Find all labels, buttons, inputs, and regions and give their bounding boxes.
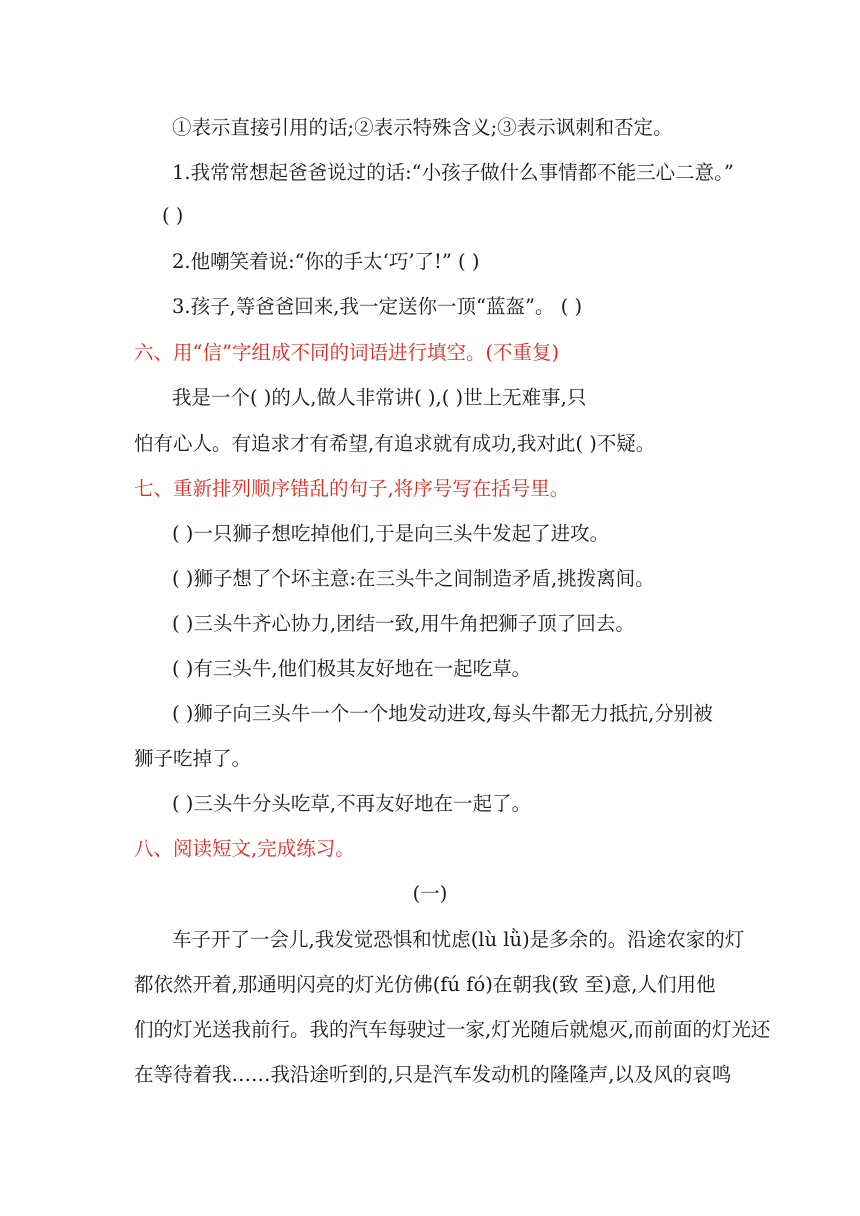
section-7-heading: 七、重新排列顺序错乱的句子,将序号写在括号里。 xyxy=(134,477,570,500)
fill-in-sentence-line-1: 我是一个( )的人,做人非常讲( ),( )世上无难事,只 xyxy=(172,386,587,409)
instruction-legend: ①表示直接引用的话;②表示特殊含义;③表示讽刺和否定。 xyxy=(172,116,673,139)
order-sentence-5-cont: 狮子吃掉了。 xyxy=(134,747,252,770)
question-1: 1.我常常想起爸爸说过的话:“小孩子做什么事情都不能三心二意。” xyxy=(172,161,734,184)
order-sentence-3: ( )三头牛齐心协力,团结一致,用牛角把狮子顶了回去。 xyxy=(172,612,635,635)
order-sentence-2: ( )狮子想了个坏主意:在三头牛之间制造矛盾,挑拨离间。 xyxy=(172,567,655,590)
order-sentence-4: ( )有三头牛,他们极其友好地在一起吃草。 xyxy=(172,657,532,680)
order-sentence-5: ( )狮子向三头牛一个一个地发动进攻,每头牛都无力抵抗,分别被 xyxy=(172,702,713,725)
question-3: 3.孩子,等爸爸回来,我一定送你一顶“蓝盔”。 ( ) xyxy=(172,295,583,318)
answer-blank-1: ( ) xyxy=(162,204,184,227)
section-8-heading: 八、阅读短文,完成练习。 xyxy=(134,837,355,860)
passage-line-3: 们的灯光送我前行。我的汽车每驶过一家,灯光随后就熄灭,而前面的灯光还 xyxy=(134,1018,771,1041)
question-2: 2.他嘲笑着说:“你的手太‘巧’了!” ( ) xyxy=(172,250,480,273)
passage-number: (一) xyxy=(412,882,448,905)
passage-line-4: 在等待着我……我沿途听到的,只是汽车发动机的隆隆声,以及风的哀鸣 xyxy=(134,1063,732,1086)
passage-line-1: 车子开了一会儿,我发觉恐惧和忧虑(lù lǜ)是多余的。沿途农家的灯 xyxy=(172,928,745,951)
fill-in-sentence-line-2: 怕有心人。有追求才有希望,有追求就有成功,我对此( )不疑。 xyxy=(134,432,656,455)
order-sentence-6: ( )三头牛分头吃草,不再友好地在一起了。 xyxy=(172,792,532,815)
passage-line-2: 都依然开着,那通明闪亮的灯光仿佛(fú fó)在朝我(致 至)意,人们用他 xyxy=(134,973,716,996)
section-6-heading: 六、用“信”字组成不同的词语进行填空。(不重复) xyxy=(134,341,560,364)
order-sentence-1: ( )一只狮子想吃掉他们,于是向三头牛发起了进攻。 xyxy=(172,522,610,545)
